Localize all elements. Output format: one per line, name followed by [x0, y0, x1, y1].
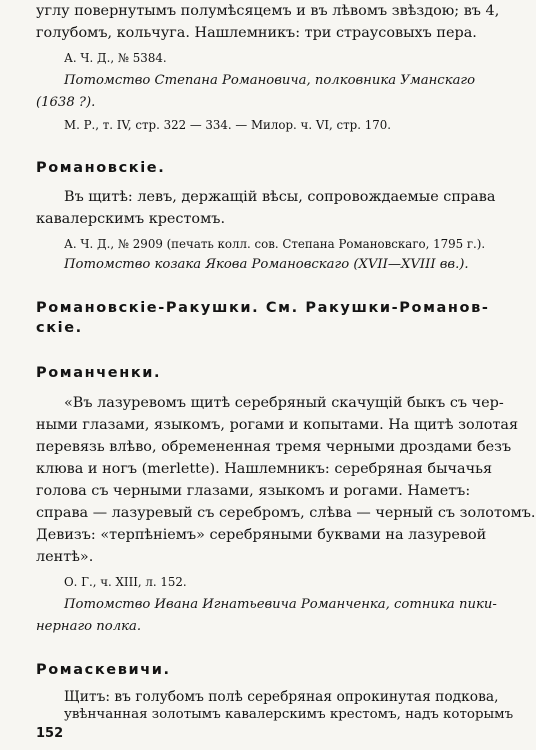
descent-note: Потомство Ивана Игнатьевича Романченка, сотника пики-	[64, 597, 497, 612]
text-line: справа — лазуревый съ серебромъ, слѣва — черный съ золотомъ.	[36, 505, 536, 521]
text-line: голубомъ, кольчуга. Нашлемникъ: три страусовыхъ пера.	[36, 25, 477, 41]
descent-note: нернаго полка.	[36, 619, 142, 634]
descent-note: Потомство козака Якова Романовскаго (XVII—XVIII вв.).	[64, 257, 469, 272]
text-line: клюва и ногъ (merlette). Нашлемникъ: серебряная бычачья	[36, 461, 493, 477]
section-heading: Романченки.	[36, 365, 162, 381]
section-heading: Романовскіе.	[36, 160, 166, 176]
section-heading: Ромаскевичи.	[36, 662, 171, 678]
text-line: лентѣ».	[36, 549, 94, 565]
section-heading: скіе.	[36, 320, 83, 336]
descent-note: (1638 ?).	[36, 95, 96, 110]
reference-line: А. Ч. Д., № 2909 (печать колл. сов. Степана Романовскаго, 1795 г.).	[64, 237, 486, 251]
reference-line: О. Г., ч. XIII, л. 152.	[64, 575, 187, 589]
text-line: Девизъ: «терпѣніемъ» серебряными буквами на лазуревой	[36, 527, 487, 543]
text-line: Въ щитѣ: левъ, держащій вѣсы, сопровождаемые справа	[64, 189, 496, 205]
descent-note: Потомство Степана Романовича, полковника Уманскаго	[64, 73, 476, 88]
text-line: увѣнчанная золотымъ кавалерскимъ крестомъ, надъ которымъ	[64, 707, 514, 722]
text-line: ными глазами, языкомъ, рогами и копытами. На щитѣ золотая	[36, 417, 519, 433]
text-line: «Въ лазуревомъ щитѣ серебряный скачущій быкъ съ чер-	[64, 395, 504, 411]
text-line: Щитъ: въ голубомъ полѣ серебряная опрокинутая подкова,	[64, 689, 499, 705]
text-line: кавалерскимъ крестомъ.	[36, 211, 226, 227]
page-number: 152	[36, 726, 64, 741]
text-line: углу повернутымъ полумѣсяцемъ и въ лѣвомъ звѣздою; въ 4,	[36, 3, 500, 19]
reference-line: А. Ч. Д., № 5384.	[64, 51, 167, 65]
section-heading: Романовскіе-Ракушки. См. Ракушки-Романов-	[36, 300, 490, 316]
reference-line: М. Р., т. IV, стр. 322 — 334. — Милор. ч. VI, стр. 170.	[64, 118, 391, 132]
text-line: голова съ черными глазами, языкомъ и рогами. Наметъ:	[36, 483, 471, 499]
text-line: перевязь влѣво, обремененная тремя черными дроздами безъ	[36, 439, 512, 455]
